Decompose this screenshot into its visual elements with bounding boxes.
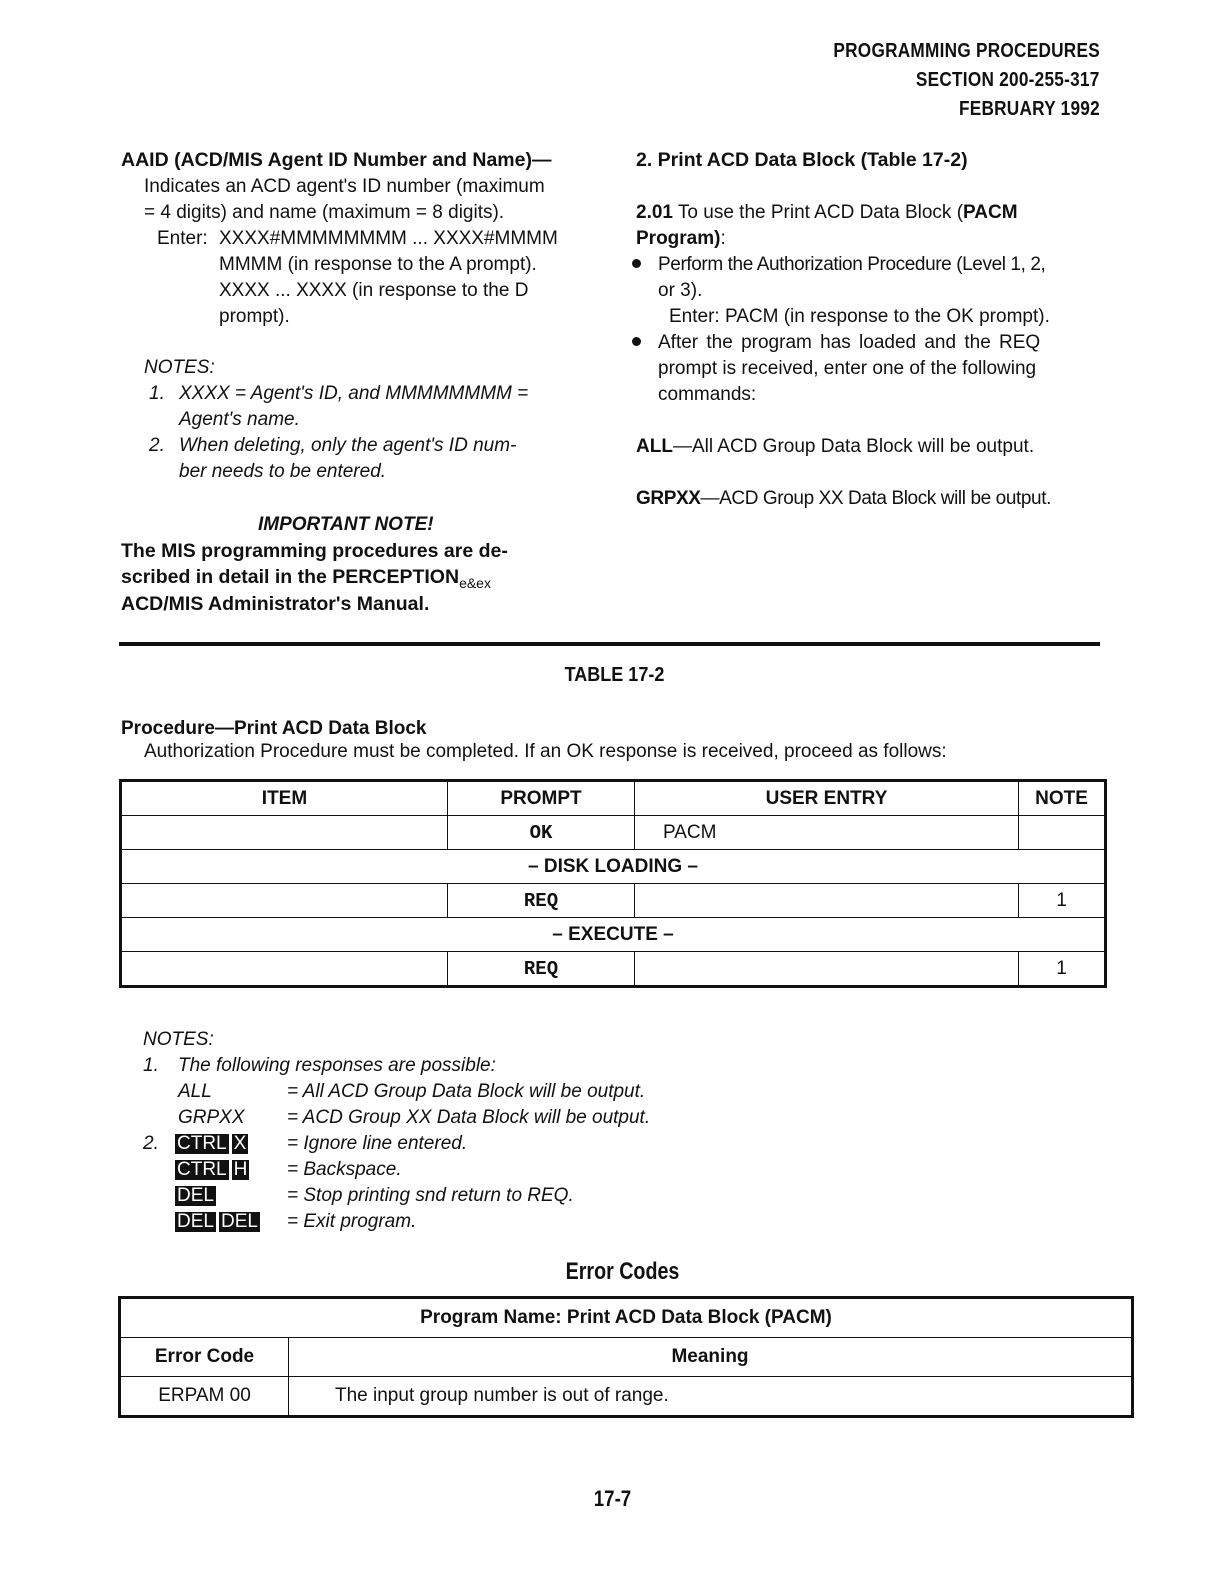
cell-entry — [635, 952, 1019, 987]
error-codes-title: Error Codes — [565, 1258, 680, 1285]
enter-line-2: MMMM (in response to the A prompt). — [219, 254, 537, 275]
response-all-text: = All ACD Group Data Block will be output. — [287, 1081, 646, 1102]
cell-prompt: OK — [448, 816, 635, 850]
procedure-table — [119, 779, 1107, 988]
key-del-del-text: = Exit program. — [287, 1211, 417, 1232]
perception-subscript: e&ex — [459, 574, 491, 591]
error-program-row — [120, 1298, 1133, 1338]
cmd-all-desc: —All ACD Group Data Block will be output. — [672, 436, 1035, 457]
bullet-2-line-1: After the program has loaded and the REQ — [658, 332, 1041, 353]
cmd-grp-key: GRPXX — [636, 488, 701, 509]
aaid-desc-1: Indicates an ACD agent's ID number (maximum — [144, 176, 545, 197]
notes2-n1-text: The following responses are possible: — [178, 1055, 496, 1076]
table-row — [120, 1377, 1133, 1417]
error-header-row — [120, 1338, 1133, 1377]
important-line-3: ACD/MIS Administrator's Manual. — [121, 593, 430, 615]
enter-line-3: XXXX ... XXXX (in response to the D — [219, 280, 529, 301]
table-row — [121, 884, 1106, 918]
cell-note — [1019, 816, 1106, 850]
bullet-2-line-2: prompt is received, enter one of the following — [658, 358, 1037, 379]
cmd-grp — [636, 486, 1102, 512]
key-del — [175, 1183, 219, 1209]
cell-note: 1 — [1019, 952, 1106, 987]
error-meaning-cell: The input group number is out of range. — [289, 1377, 1133, 1417]
key-x: X — [233, 1133, 247, 1154]
aaid-heading: AAID (ACD/MIS Agent ID Number and Name)— — [121, 149, 552, 171]
cell-entry — [635, 884, 1019, 918]
note-1-num: 1. — [149, 383, 165, 404]
execute-label: – EXECUTE – — [121, 918, 1106, 952]
table-span-row — [121, 918, 1106, 952]
bullet-1-enter: Enter: PACM (in response to the OK prompt). — [669, 306, 1050, 327]
response-grp-text: = ACD Group XX Data Block will be output. — [287, 1107, 651, 1128]
col-item: ITEM — [121, 781, 448, 816]
header-line-2: SECTION 200-255-317 — [916, 69, 1100, 91]
header-line-1: PROGRAMMING PROCEDURES — [833, 40, 1100, 62]
procedure-desc: Authorization Procedure must be completed. If an OK response is received, proceed as follows: — [144, 741, 947, 762]
table-title: TABLE 17-2 — [564, 664, 665, 686]
key-del-2: DEL — [220, 1211, 258, 1232]
note-1-line-2: Agent's name. — [179, 409, 300, 430]
procedure-title: Procedure—Print ACD Data Block — [121, 718, 427, 739]
cmd-grp-desc: —ACD Group XX Data Block will be output. — [700, 488, 1051, 509]
bullet-1-line-2: or 3). — [658, 280, 703, 301]
para-2-01-cont — [636, 226, 1102, 252]
important-line-2: scribed in detail in the $PERCEPTION_{e\&ex}$ — [121, 566, 491, 591]
response-all-key: ALL — [178, 1081, 212, 1102]
error-code-cell: ERPAM 00 — [120, 1377, 289, 1417]
key-ctrl-x — [175, 1131, 251, 1157]
cmd-all-key: ALL — [636, 436, 673, 457]
cell-item — [121, 884, 448, 918]
table-header-row — [121, 781, 1106, 816]
para-num: 2.01 — [636, 202, 673, 223]
para-bold: PACM — [963, 202, 1018, 223]
aaid-desc-2: = 4 digits) and name (maximum = 8 digits). — [144, 202, 505, 223]
enter-label: Enter: — [157, 228, 208, 249]
enter-line-4: prompt). — [219, 306, 290, 327]
error-program-name: Program Name: Print ACD Data Block (PACM) — [120, 1298, 1133, 1338]
key-ctrl: CTRL — [177, 1159, 227, 1180]
col-user-entry: USER ENTRY — [635, 781, 1019, 816]
note-2-line-1: When deleting, only the agent's ID num- — [179, 435, 517, 456]
key-del-1: DEL — [177, 1211, 214, 1232]
section-heading: 2. Print ACD Data Block (Table 17-2) — [636, 149, 968, 171]
key-del-text: = Stop printing snd return to REQ. — [287, 1185, 574, 1206]
key-ctrl-h — [175, 1157, 252, 1183]
table-row — [121, 816, 1106, 850]
para-end: : — [720, 228, 726, 249]
important-note-title: IMPORTANT NOTE! — [258, 514, 434, 535]
table-span-row — [121, 850, 1106, 884]
disk-loading-label: – DISK LOADING – — [121, 850, 1106, 884]
notes-label: NOTES: — [144, 357, 215, 378]
key-del-del — [175, 1209, 263, 1235]
cmd-all — [636, 434, 1102, 460]
page-number: 17-7 — [593, 1486, 632, 1511]
key-ctrl-h-text: = Backspace. — [287, 1159, 402, 1180]
col-meaning: Meaning — [289, 1338, 1133, 1377]
error-codes-table — [118, 1296, 1134, 1418]
notes2-n2-num: 2. — [143, 1133, 159, 1154]
key-del-1: DEL — [177, 1185, 214, 1206]
note-2-num: 2. — [149, 435, 165, 456]
bullet-1-line-1: Perform the Authorization Procedure (Level 1, 2, — [658, 254, 1046, 275]
col-prompt: PROMPT — [448, 781, 635, 816]
notes2-n1-num: 1. — [143, 1055, 159, 1076]
note-2-line-2: ber needs to be entered. — [179, 461, 387, 482]
header-line-3: FEBRUARY 1992 — [958, 98, 1100, 120]
key-h: H — [233, 1159, 248, 1180]
response-grp-key: GRPXX — [178, 1107, 245, 1128]
important-line-1: The MIS programming procedures are de- — [121, 540, 508, 562]
para-text: To use the Print ACD Data Block ( — [677, 202, 964, 223]
bullet-2-icon — [632, 330, 646, 350]
cell-prompt: REQ — [448, 884, 635, 918]
enter-line-1: XXXX#MMMMMMMM ... XXXX#MMMM — [219, 228, 558, 249]
col-note: NOTE — [1019, 781, 1106, 816]
section-divider — [119, 642, 1100, 646]
para-bold-2: Program) — [636, 228, 721, 249]
cell-prompt: REQ — [448, 952, 635, 987]
table-row — [121, 952, 1106, 987]
key-ctrl-x-text: = Ignore line entered. — [287, 1133, 468, 1154]
cell-note: 1 — [1019, 884, 1106, 918]
note-1-line-1: XXXX = Agent's ID, and MMMMMMMM = — [179, 383, 529, 404]
cell-item — [121, 816, 448, 850]
para-2-01 — [636, 200, 1102, 226]
cell-item — [121, 952, 448, 987]
bullet-2-line-3: commands: — [658, 384, 757, 405]
col-error-code: Error Code — [120, 1338, 289, 1377]
cell-entry: PACM — [635, 816, 1019, 850]
notes2-label: NOTES: — [143, 1029, 214, 1050]
bullet-1-icon — [632, 252, 646, 272]
key-ctrl: CTRL — [177, 1133, 227, 1154]
